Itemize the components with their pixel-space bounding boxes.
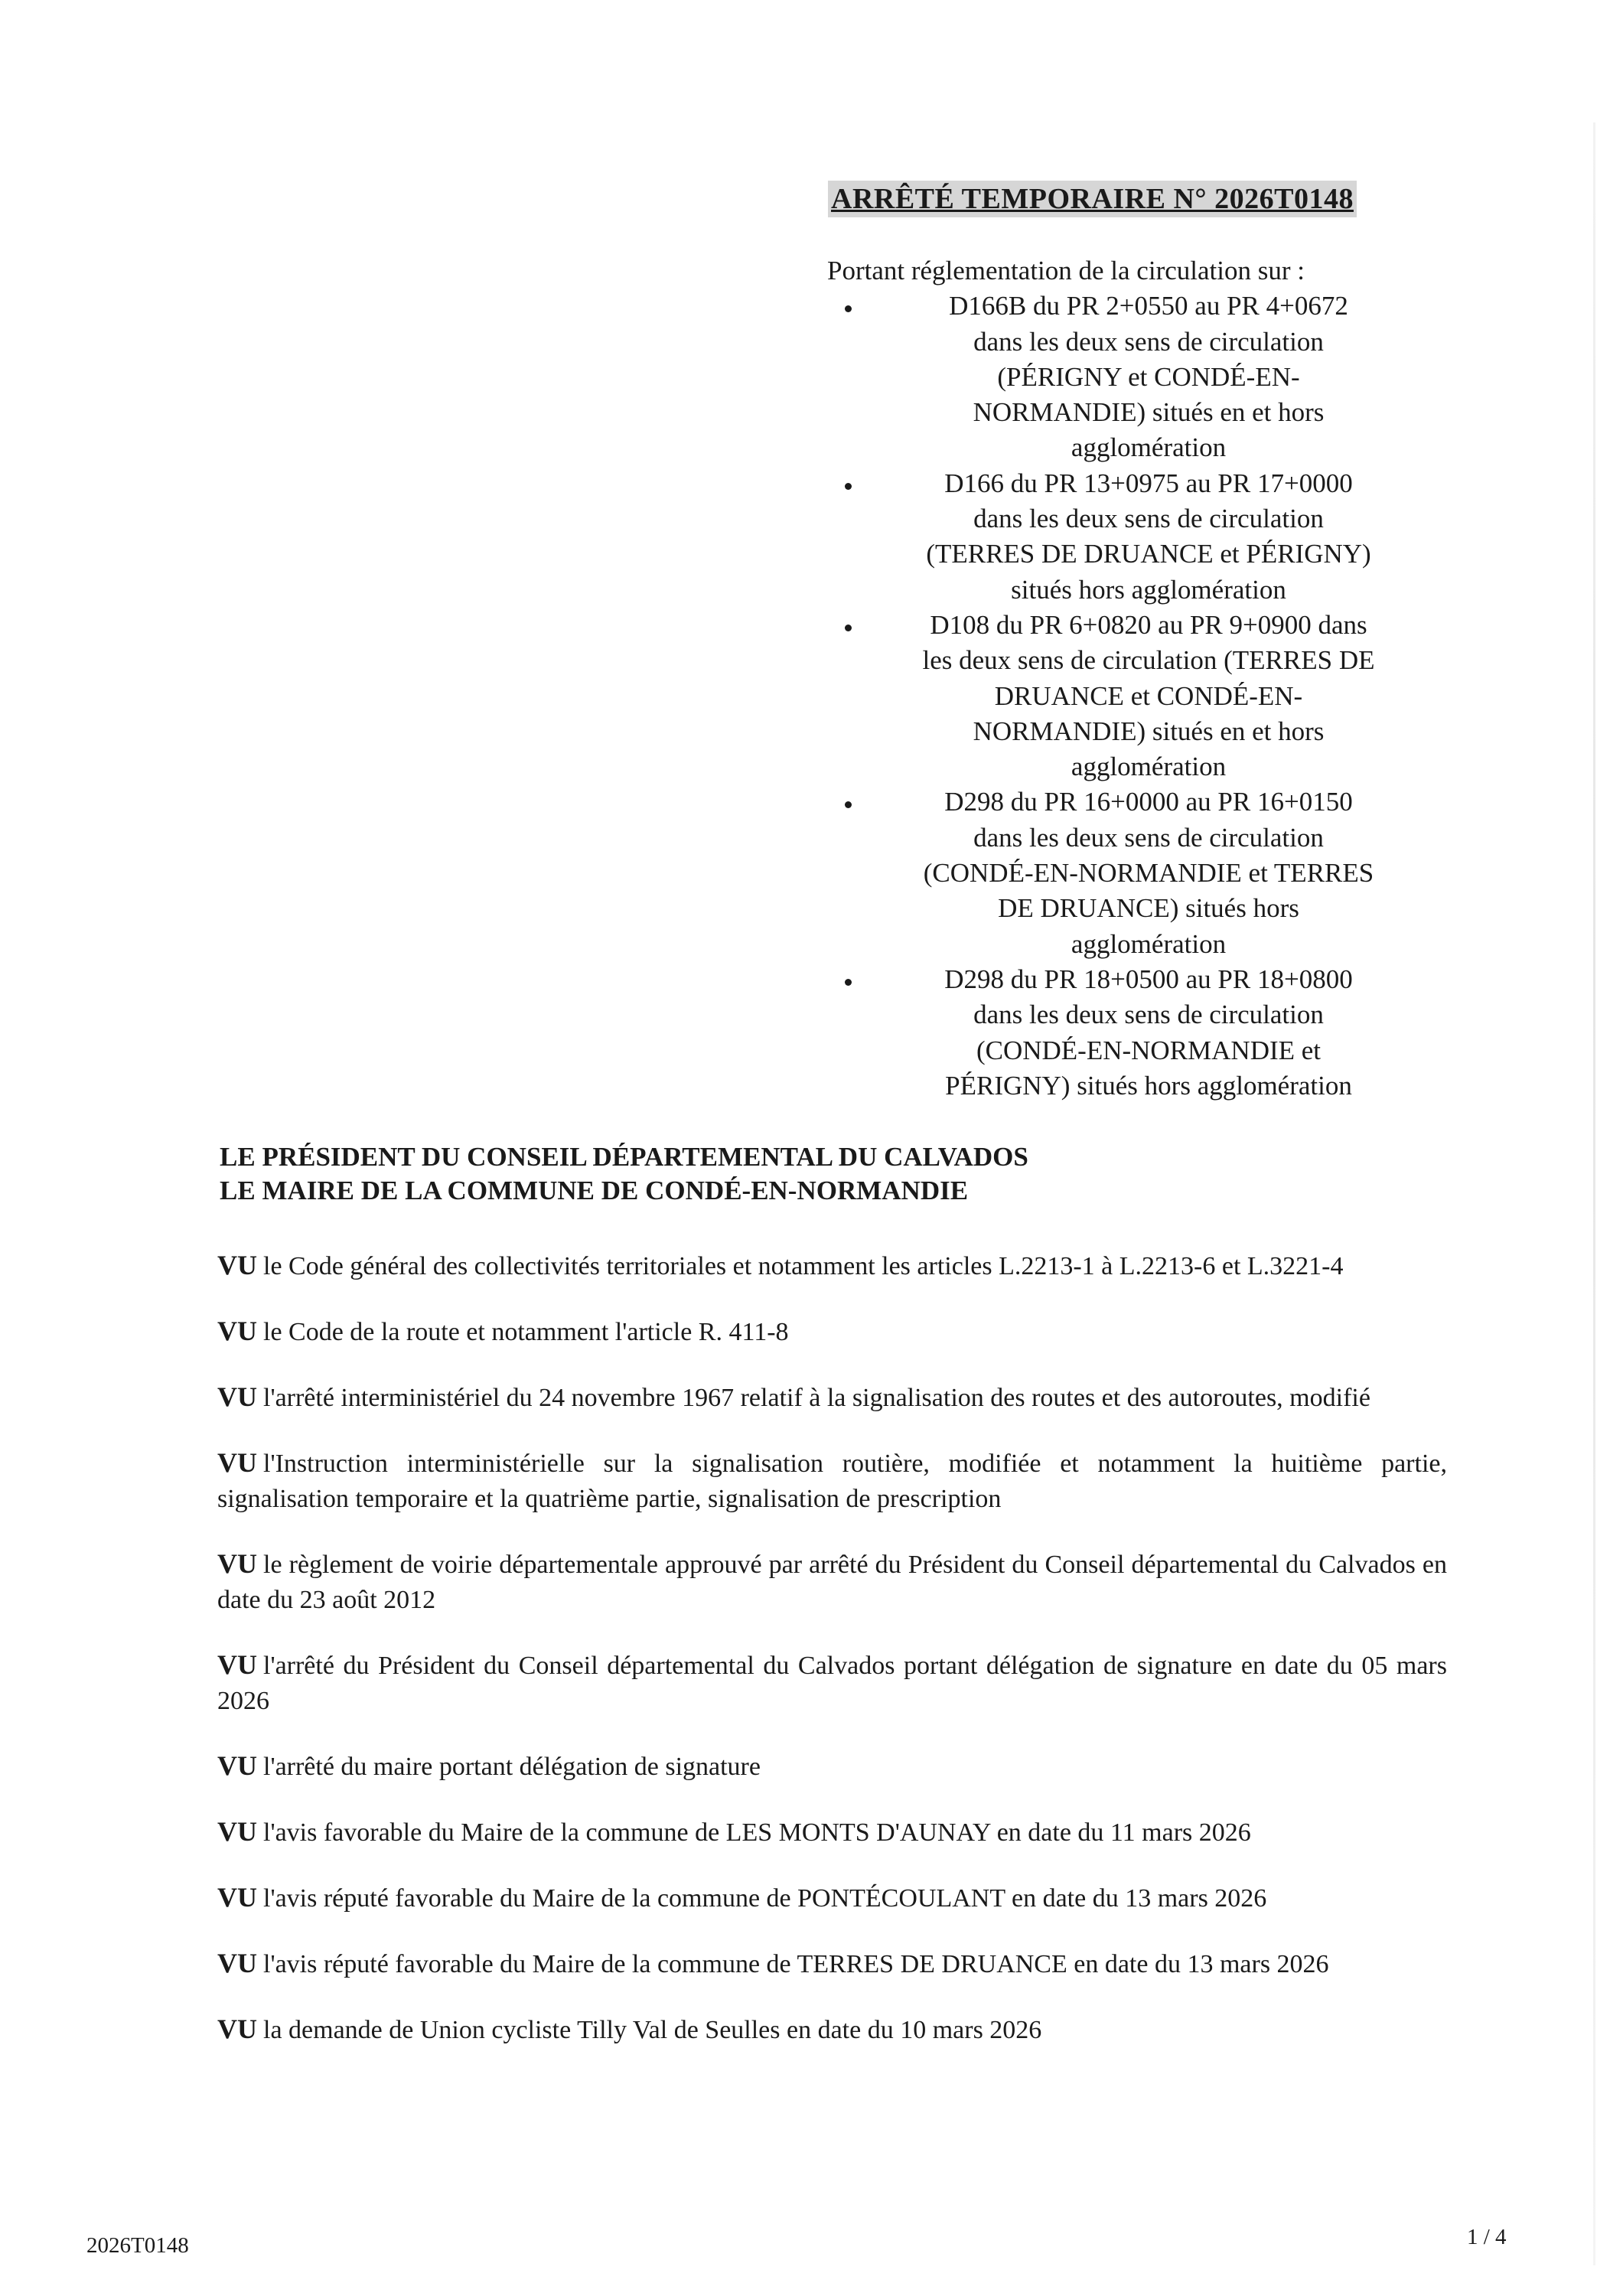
road-item-line: agglomération: [1071, 432, 1227, 463]
road-item-line: situés hors agglomération: [1011, 574, 1286, 605]
consideration-item: [217, 1748, 1447, 1785]
road-item: [826, 962, 1423, 1104]
consideration-text: le Code de la route et notamment l'article R. 411-8: [263, 1318, 789, 1346]
road-item-line: D166 du PR 13+0975 au PR 17+0000: [944, 468, 1353, 498]
road-item-line: (CONDÉ-EN-NORMANDIE et TERRES: [923, 858, 1374, 889]
consideration-item: [217, 1445, 1447, 1517]
road-item-line: les deux sens de circulation (TERRES DE: [922, 645, 1375, 676]
consideration-item: [217, 1379, 1447, 1416]
consideration-text: l'Instruction interministérielle sur la signalisation routière, modifiée et notamment la huitième partie, signalisation temporaire et la quatrième partie, signalisation de prescription: [217, 1450, 1447, 1513]
vu-keyword: VU: [217, 1882, 257, 1913]
scope-intro: Portant réglementation de la circulation sur :: [827, 256, 1305, 285]
vu-keyword: VU: [217, 1381, 257, 1412]
consideration-item: [217, 1945, 1447, 1982]
decree-title: ARRÊTÉ TEMPORAIRE N° 2026T0148: [828, 181, 1357, 217]
consideration-text: l'arrêté du maire portant délégation de signature: [263, 1753, 761, 1781]
consideration-text: l'arrêté interministériel du 24 novembre 1967 relatif à la signalisation des routes et des autoroutes, modifié: [263, 1384, 1370, 1412]
road-item-line: DE DRUANCE) situés hors: [998, 893, 1299, 924]
consideration-item: [217, 1880, 1447, 1916]
road-item-line: D298 du PR 18+0500 au PR 18+0800: [944, 964, 1353, 994]
vu-keyword: VU: [217, 1948, 257, 1978]
consideration-item: [217, 1313, 1447, 1350]
road-item-line: DRUANCE et CONDÉ-EN-: [994, 680, 1303, 711]
consideration-text: le Code général des collectivités territoriales et notamment les articles L.2213-1 à L.2213-6 et L.3221-4: [263, 1252, 1344, 1280]
road-list: [826, 289, 1423, 1104]
bullet-icon: [845, 483, 852, 490]
bullet-icon: [845, 801, 852, 808]
considerations-list: [217, 1247, 1447, 2048]
road-item-line: (TERRES DE DRUANCE et PÉRIGNY): [926, 539, 1371, 569]
consideration-item: [217, 1814, 1447, 1851]
consideration-item: [217, 1546, 1447, 1618]
footer-reference: 2026T0148: [86, 2233, 189, 2258]
vu-keyword: VU: [217, 1750, 257, 1781]
road-item-line: NORMANDIE) situés en et hors: [973, 397, 1325, 428]
bullet-icon: [845, 305, 852, 312]
road-item-line: PÉRIGNY) situés hors agglomération: [945, 1070, 1352, 1101]
road-item-line: agglomération: [1071, 752, 1227, 782]
consideration-text: le règlement de voirie départementale approuvé par arrêté du Président du Conseil départemental du Calvados en date du 23 août 2012: [217, 1551, 1447, 1614]
road-item-line: dans les deux sens de circulation: [973, 1000, 1324, 1030]
bullet-icon: [845, 625, 852, 631]
road-item: [826, 289, 1423, 465]
authority-line: LE PRÉSIDENT DU CONSEIL DÉPARTEMENTAL DU CALVADOS: [220, 1142, 1028, 1172]
road-item-line: dans les deux sens de circulation: [973, 504, 1324, 534]
road-item-line: NORMANDIE) situés en et hors: [973, 716, 1325, 746]
bullet-icon: [845, 979, 852, 986]
vu-keyword: VU: [217, 1250, 257, 1280]
road-item-line: (CONDÉ-EN-NORMANDIE et: [976, 1035, 1322, 1065]
scan-edge-shadow: [1593, 122, 1595, 2265]
road-item: [826, 608, 1423, 784]
consideration-item: [217, 1247, 1447, 1284]
authority-line: LE MAIRE DE LA COMMUNE DE CONDÉ-EN-NORMANDIE: [220, 1176, 969, 1205]
consideration-item: [217, 2011, 1447, 2048]
consideration-text: l'arrêté du Président du Conseil départemental du Calvados portant délégation de signature en date du 05 mars 2026: [217, 1652, 1447, 1715]
vu-keyword: VU: [217, 1447, 257, 1478]
road-item: [826, 784, 1423, 961]
vu-keyword: VU: [217, 1649, 257, 1680]
vu-keyword: VU: [217, 1548, 257, 1579]
vu-keyword: VU: [217, 1816, 257, 1847]
road-item-line: dans les deux sens de circulation: [973, 326, 1324, 357]
road-item-line: agglomération: [1071, 928, 1227, 959]
footer-page-number: 1 / 4: [1467, 2225, 1507, 2249]
consideration-text: la demande de Union cycliste Tilly Val de Seulles en date du 10 mars 2026: [263, 2016, 1042, 2044]
road-item-line: D166B du PR 2+0550 au PR 4+0672: [949, 291, 1348, 321]
vu-keyword: VU: [217, 1316, 257, 1346]
consideration-text: l'avis favorable du Maire de la commune de LES MONTS D'AUNAY en date du 11 mars 2026: [263, 1818, 1251, 1847]
consideration-item: [217, 1647, 1447, 1719]
consideration-text: l'avis réputé favorable du Maire de la commune de PONTÉCOULANT en date du 13 mars 2026: [263, 1884, 1267, 1913]
vu-keyword: VU: [217, 2014, 257, 2044]
road-item-line: dans les deux sens de circulation: [973, 822, 1324, 853]
road-item: [826, 466, 1423, 608]
road-item-line: D108 du PR 6+0820 au PR 9+0900 dans: [930, 609, 1367, 640]
road-item-line: D298 du PR 16+0000 au PR 16+0150: [944, 787, 1353, 817]
authorities-block: [220, 1140, 1028, 1208]
regulation-scope: [826, 253, 1423, 1104]
road-item-line: (PÉRIGNY et CONDÉ-EN-: [997, 361, 1300, 392]
consideration-text: l'avis réputé favorable du Maire de la commune de TERRES DE DRUANCE en date du 13 mars 2026: [263, 1950, 1329, 1978]
